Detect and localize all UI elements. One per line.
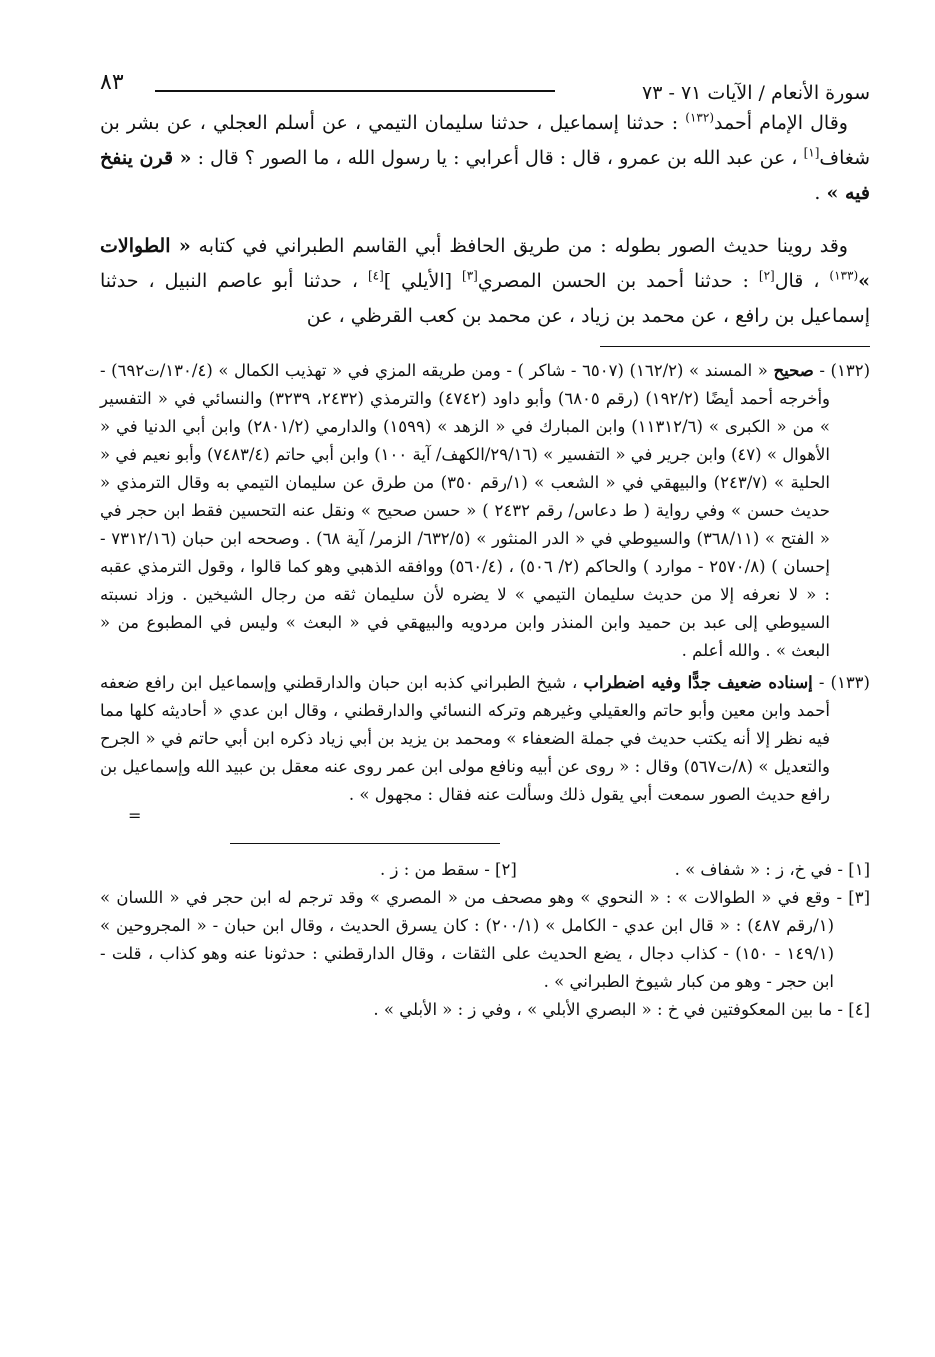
variant-1: [١] - في خ، ز : « شفاف » .: [674, 860, 870, 879]
variant-2: [٢] - سقط من : ز .: [380, 860, 517, 879]
footnote-ref-132: (١٣٢): [685, 110, 715, 125]
footnotes-divider: [600, 346, 870, 347]
page: [100, 60, 870, 1024]
variant-row-1-2: [100, 856, 870, 884]
running-header: [100, 60, 870, 106]
footnote-133-grade: إسناده ضعيف جدًّا وفيه اضطراب: [583, 673, 813, 692]
footnote-ref-133: (١٣٣): [829, 268, 859, 283]
book-title: « الطوالات »: [100, 235, 871, 292]
variant-3: [٣] - وقع في « الطوالات » : « النحوي » وهو مصحف من « المصري » وقد ترجم له ابن حجر في « اللسان » (١/رقم ٤٨٧) : « قال ابن عدي - الكامل » (٢٠٠/١) : كان يسرق الحديث ، وقال ابن حبان - « المجروحين » (١٤٩/١ - ١٥٠) - كذاب دجال ، يضع الحديث على الثقات ، وقال الدارقطني : حدثونا عنه وهو كذاب ، قلت - ابن حجر - وهو من كبار شيوخ الطبراني » .: [100, 888, 870, 991]
variants-divider: [230, 843, 500, 844]
paragraph-1: وقال الإمام أحمد$^{(١٣٢)}$ : حدثنا إسماعيل ، حدثنا سليمان التيمي ، عن أسلم العجلي ، عن بشر بن شغاف[١] ، عن عبد الله بن عمرو ، قال : قال أعرابي : يا رسول الله ، ما الصور ؟ قال : « قرن ينفخ فيه » .: [100, 110, 870, 204]
variant-ref-1: [١]: [803, 145, 820, 160]
main-text: [100, 106, 870, 334]
footnote-132: (١٣٢) - صحيح « المسند » (١٦٢/٢) (٦٥٠٧ - شاكر ) - ومن طريقه المزي في « تهذيب الكمال » (١٣٠/٤/ت٦٩٢) - وأخرجه أحمد أيضًا (١٩٢/٢) (رقم ٦٨٠٥) وأبو داود (٤٧٤٢) والترمذي (٢٤٣٢، ٣٢٣٩) والنسائي في « التفسير » من « الكبرى » (١١٣١٢/٦) وابن المبارك في « الزهد » (١٥٩٩) والدارمي (٢٨٠١/٢) وابن أبي الدنيا في « الأهوال » (٤٧) وابن جرير في « التفسير » (٢٩/١٦/الكهف/ آية ١٠٠) وابن أبي حاتم (٧٤٨٣/٤) وأبو نعيم في « الحلية » (٢٤٣/٧) والبيهقي في « الشعب » (١/رقم ٣٥٠) من طرق عن سليمان التيمي به وقال الترمذي « حديث حسن » وفي رواية ( ط دعاس/ رقم ٢٤٣٢ ) « حسن صحيح » ونقل عنه التحسين فقط ابن حجر في « الفتح » (٣٦٨/١١) والسيوطي في « الدر المنثور » (٦٣٢/٥/ الزمر/ آية ٦٨) . وصححه ابن حبان (٧٣١٢/١٦ - إحسان ) (٢٥٧٠/٨ - موارد ) والحاكم (٢/ ٥٠٦) ، (٥٦٠/٤) ووافقه الذهبي وهو كما قالوا ، وقول الترمذي عقبه : « لا نعرفه إلا من حديث سليمان التيمي » لا يضره لأن سليمان ثقه من رجال الشيخين . وزاد نسبته السيوطي إلى عبد بن حميد وابن المنذر وابن مردويه والبيهقي في « البعث » وليس في المطبوع من « البعث » . والله أعلم .: [100, 361, 870, 660]
footnote-133: (١٣٣) - إسناده ضعيف جدًّا وفيه اضطراب ، شيخ الطبراني كذبه ابن حبان والدارقطني وإسماعيل ابن رافع ضعفه أحمد وابن معين وأبو حاتم والعقيلي وغيرهم وتركه النسائي والدارقطني ، وقال ابن عدي « أحاديثه كلها مما فيه نظر إلا أنه يكتب حديث في جملة الضعفاء » ومحمد بن يزيد بن أبي زياد ذكره ابن أبي حاتم في « الجرح والتعديل » (٨/ت٥٦٧) وقال : « روى عن أبيه ونافع مولى ابن عمر روى عنه معقل بن عبيد الله وإسماعيل بن رافع حديث الصور سمعت أبي يقول ذلك وسألت عنه فقال : مجهول » .: [100, 673, 870, 804]
variant-4: [٤] - ما بين المعكوفتين في خ : « البصري الأبلي » ، وفي ز : « الأبلي » .: [373, 1000, 870, 1019]
header-title: سورة الأنعام / الآيات ٧١ - ٧٣: [642, 82, 870, 104]
variant-ref-4: [٤]: [367, 268, 384, 283]
variant-notes: [100, 856, 870, 1024]
footnotes: [100, 357, 870, 823]
footnote-132-grade: صحيح: [773, 361, 814, 380]
page-number: ٨٣: [100, 70, 124, 95]
variant-ref-3: [٣]: [462, 268, 478, 283]
paragraph-2: وقد روينا حديث الصور بطوله : من طريق الحافظ أبي القاسم الطبراني في كتابه « الطوالات »$^{(١٣٣)}$ ، قال[٢] : حدثنا أحمد بن الحسن المصري[٣] [الأيلي ][٤] ، حدثنا أبو عاصم النبيل ، حدثنا إسماعيل بن رافع ، عن محمد بن زياد ، عن محمد بن كعب القرظي ، عن: [100, 235, 871, 327]
hadith-quote: « قرن ينفخ فيه »: [100, 147, 870, 204]
continuation-mark: =: [128, 806, 142, 825]
header-rule: [155, 90, 555, 92]
variant-ref-2: [٢]: [758, 268, 775, 283]
